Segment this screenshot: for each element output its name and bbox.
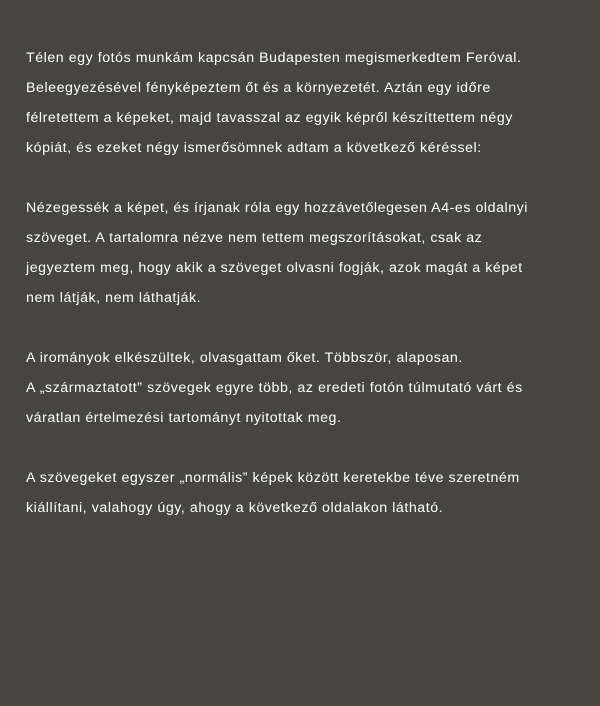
text-line: A irományok elkészültek, olvasgattam őket. Többször, alaposan. [26, 350, 463, 366]
text-line: szöveget. A tartalomra nézve nem tettem megszorításokat, csak az [26, 230, 483, 246]
text-line: A „származtatott” szövegek egyre több, az eredeti fotón túlmutató várt és [26, 380, 523, 396]
paragraph-exhibition [26, 463, 590, 523]
text-line: Beleegyezésével fényképeztem őt és a környezetét. Aztán egy időre [26, 80, 491, 96]
text-line: kiállítani, valahogy úgy, ahogy a következő oldalakon látható. [26, 500, 444, 516]
paragraph-spacer [26, 163, 590, 193]
text-line: kópiát, és ezeket négy ismerősömnek adtam a következő kéréssel: [26, 140, 482, 156]
text-line: A szövegeket egyszer „normális” képek között keretekbe téve szeretném [26, 470, 520, 486]
paragraph-results [26, 343, 590, 433]
paragraph-intro [26, 43, 590, 163]
text-line: félretettem a képeket, majd tavasszal az egyik képről készíttettem négy [26, 110, 513, 126]
text-line: váratlan értelmezési tartományt nyitottak meg. [26, 410, 342, 426]
paragraph-request [26, 193, 590, 313]
paragraph-spacer [26, 433, 590, 463]
text-line: jegyeztem meg, hogy akik a szöveget olvasni fogják, azok magát a képet [26, 260, 523, 276]
text-line: nem látják, nem láthatják. [26, 290, 202, 306]
text-line: Nézegessék a képet, és írjanak róla egy hozzávetőlegesen A4-es oldalnyi [26, 200, 528, 216]
paragraph-spacer [26, 313, 590, 343]
text-line: Télen egy fotós munkám kapcsán Budapesten megismerkedtem Feróval. [26, 50, 522, 66]
